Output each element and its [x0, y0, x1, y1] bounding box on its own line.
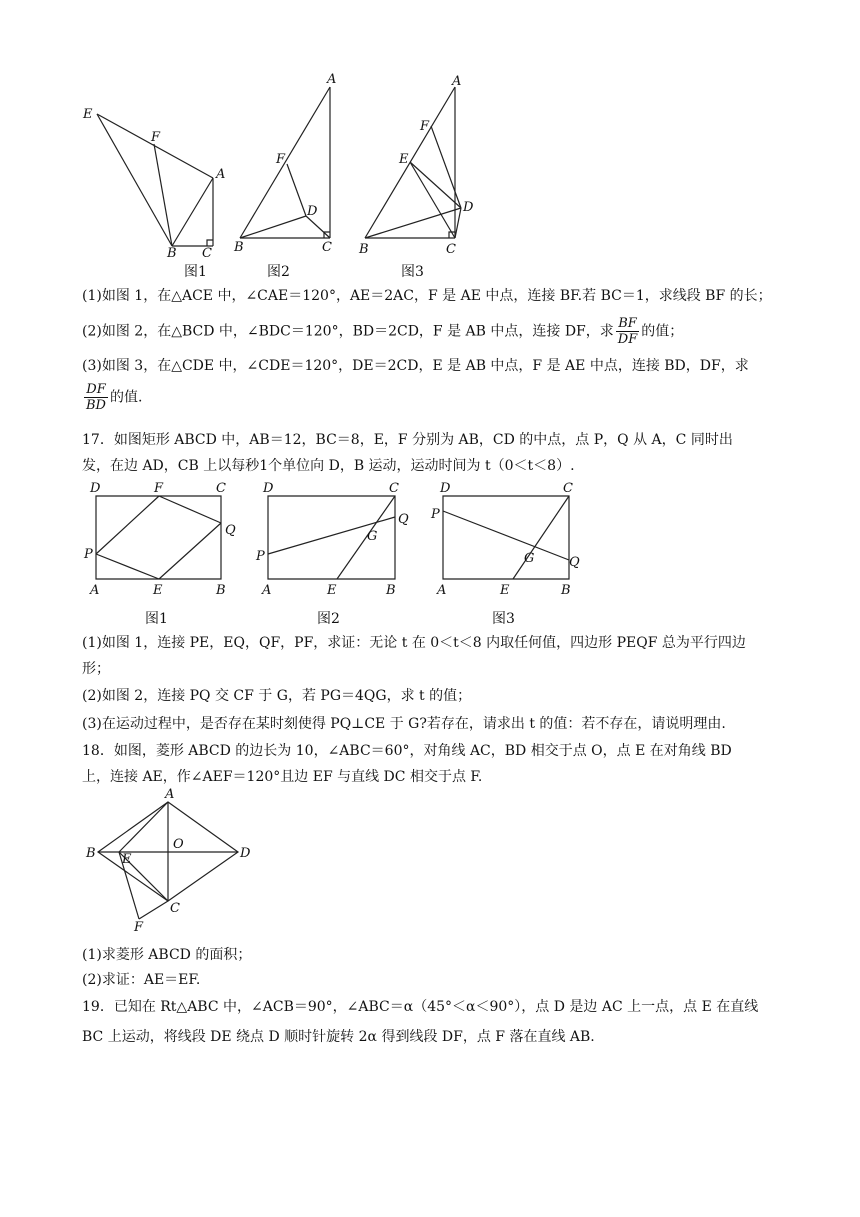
q16-f1-label-B: B	[167, 246, 177, 261]
q16-figure-1	[80, 100, 230, 260]
q18-part1: (1)求菱形 ABCD 的面积；	[82, 947, 252, 963]
q17-f2-label-P: P	[256, 549, 265, 564]
q16-f3-label-C: C	[446, 242, 456, 257]
q18-label-C: C	[170, 901, 180, 916]
q17-part3: (3)在运动过程中，是否存在某时刻使得 PQ⊥CE 于 G?若存在，请求出 t 的值：若不存在，请说明理由.	[82, 716, 726, 732]
q16-part2-frac-num: BF	[616, 316, 639, 332]
q17-f1-label-C: C	[216, 481, 226, 496]
q17-f1-label-E: E	[153, 583, 163, 598]
q16-figure-3	[355, 70, 485, 260]
q16-part1: (1)如图 1，在△ACE 中，∠CAE＝120°，AE＝2AC，F 是 AE 中点，连接 BF.若 BC＝1，求线段 BF 的长；	[82, 288, 772, 304]
q18-label-E: E	[122, 852, 132, 867]
q16-f3-label-B: B	[359, 242, 369, 257]
q16-part3-suffix: 的值.	[109, 389, 143, 406]
q16-f2-label-A: A	[327, 72, 337, 87]
q17-part1-line2: 形；	[82, 661, 110, 677]
q16-f1-label-F: F	[151, 130, 161, 145]
q18-part2: (2)求证：AE＝EF.	[82, 972, 201, 988]
q16-part3-line2	[82, 382, 142, 413]
q17-f3-label-P: P	[431, 507, 440, 522]
q17-f2-label-D: D	[263, 481, 274, 496]
q16-f1-label-C: C	[202, 246, 212, 261]
q16-f2-label-C: C	[322, 240, 332, 255]
q16-part3-frac-den: BD	[86, 398, 106, 413]
q16-part3-fraction	[84, 382, 108, 413]
q16-f1-label-E: E	[83, 107, 93, 122]
q16-part2-suffix: 的值；	[641, 323, 684, 340]
q17-f2-label-B: B	[386, 583, 396, 598]
q18-label-O: O	[173, 837, 184, 852]
q16-figure-2	[230, 70, 350, 260]
q19-line2: BC 上运动，将线段 DE 绕点 D 顺时针旋转 2α 得到线段 DF，点 F 落在直线 AB.	[82, 1029, 595, 1045]
q16-part3-frac-num: DF	[84, 382, 108, 398]
q17-f3-label-Q: Q	[569, 555, 580, 570]
q17-f1-label-F: F	[154, 481, 164, 496]
q16-part2-frac-den: DF	[617, 332, 638, 347]
q17-f1-label-A: A	[90, 583, 100, 598]
q17-f3-label-A: A	[437, 583, 447, 598]
q17-f2-label-Q: Q	[398, 512, 409, 527]
q16-f2-label-D: D	[307, 204, 318, 219]
q16-f2-label-F: F	[276, 152, 286, 167]
q17-line2: 发，在边 AD，CB 上以每秒1个单位向 D，B 运动，运动时间为 t（0＜t＜8）.	[82, 458, 575, 474]
q17-part1-line1: (1)如图 1，连接 PE，EQ，QF，PF，求证：无论 t 在 0＜t＜8 内取任何值，四边形 PEQF 总为平行四边	[82, 635, 746, 651]
q17-f1-label-P: P	[84, 547, 93, 562]
q16-part2-prefix: (2)如图 2，在△BCD 中，∠BDC＝120°，BD＝2CD，F 是 AB 中点，连接 DF，求	[82, 323, 614, 340]
q17-f1-label-Q: Q	[225, 523, 236, 538]
q17-f2-label-C: C	[389, 481, 399, 496]
q19-line1: 19．已知在 Rt△ABC 中，∠ACB＝90°，∠ABC＝α（45°＜α＜90°），点 D 是边 AC 上一点，点 E 在直线	[82, 999, 759, 1015]
q17-f3-label-C: C	[563, 481, 573, 496]
q16-part2-fraction	[616, 316, 639, 347]
q16-fig2-caption: 图2	[267, 264, 290, 280]
q18-label-D: D	[240, 846, 251, 861]
q17-line1: 17．如图矩形 ABCD 中，AB＝12，BC＝8，E，F 分别为 AB，CD 的中点，点 P，Q 从 A，C 同时出	[82, 432, 733, 448]
q16-part3-line1: (3)如图 3，在△CDE 中，∠CDE＝120°，DE＝2CD，E 是 AB 中点，F 是 AE 中点，连接 BD，DF，求	[82, 358, 749, 374]
q16-f2-label-B: B	[234, 240, 244, 255]
q18-line2: 上，连接 AE，作∠AEF＝120°且边 EF 与直线 DC 相交于点 F.	[82, 769, 483, 785]
q17-f1-label-D: D	[90, 481, 101, 496]
q18-line1: 18．如图，菱形 ABCD 的边长为 10，∠ABC＝60°，对角线 AC，BD 相交于点 O，点 E 在对角线 BD	[82, 743, 732, 759]
q17-fig1-caption: 图1	[145, 611, 168, 627]
q16-fig3-caption: 图3	[401, 264, 424, 280]
q16-f3-label-A: A	[452, 74, 462, 89]
q16-f1-label-A: A	[216, 167, 226, 182]
q18-figure	[82, 785, 272, 935]
q17-figure-2	[255, 478, 425, 598]
q17-figure-1	[80, 478, 250, 598]
q16-f3-label-E: E	[399, 152, 409, 167]
q17-f2-label-G: G	[367, 529, 378, 544]
q17-part2: (2)如图 2，连接 PQ 交 CF 于 G，若 PG＝4QG，求 t 的值；	[82, 688, 472, 704]
q17-f3-label-G: G	[524, 551, 535, 566]
q17-f2-label-E: E	[327, 583, 337, 598]
q16-fig1-caption: 图1	[184, 264, 207, 280]
q17-fig3-caption: 图3	[492, 611, 515, 627]
q17-f2-label-A: A	[262, 583, 272, 598]
q18-label-A: A	[165, 787, 175, 802]
q17-fig2-caption: 图2	[317, 611, 340, 627]
q17-f3-label-D: D	[440, 481, 451, 496]
q17-f1-label-B: B	[216, 583, 226, 598]
q16-f3-label-D: D	[463, 200, 474, 215]
q18-label-F: F	[134, 920, 144, 935]
q17-f3-label-E: E	[500, 583, 510, 598]
q18-label-B: B	[86, 846, 96, 861]
q16-part2	[82, 316, 683, 347]
q17-f3-label-B: B	[561, 583, 571, 598]
q16-f3-label-F: F	[420, 119, 430, 134]
q17-figure-3	[430, 478, 600, 598]
